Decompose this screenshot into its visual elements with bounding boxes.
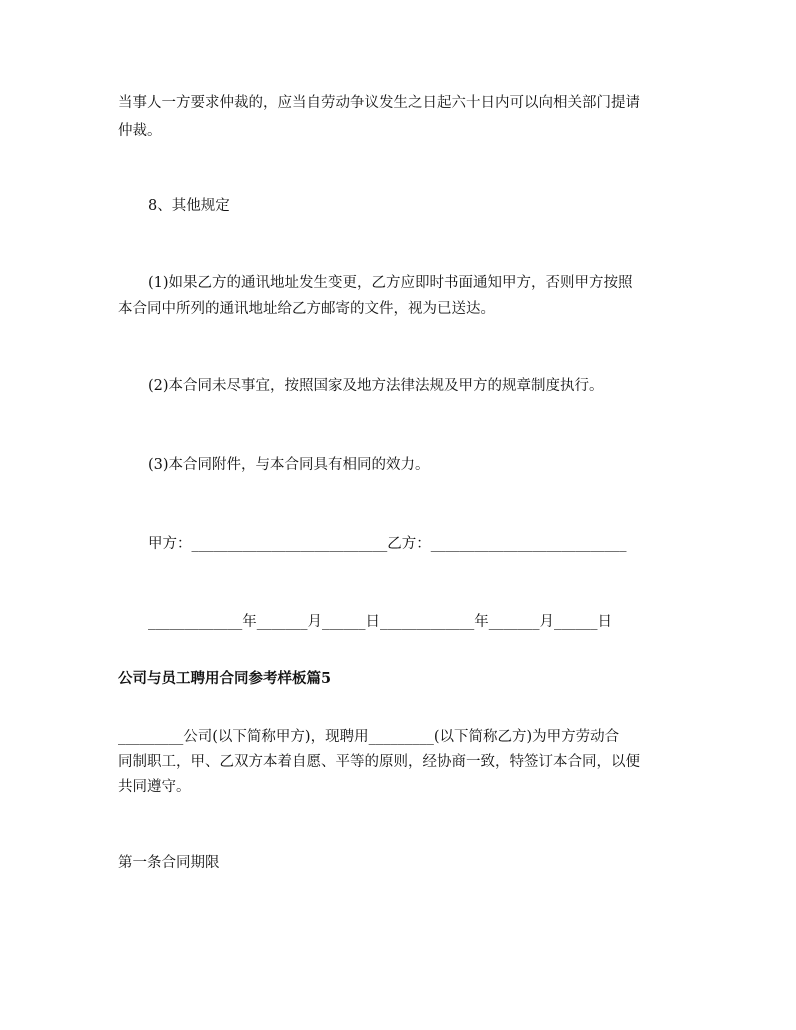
item-3-text: (3)本合同附件，与本合同具有相同的效力。 (148, 457, 430, 473)
clause-1-title: 第一条合同期限 (118, 855, 220, 871)
arbitration-text-line-2: 仲裁。 (118, 123, 162, 139)
intro-line-2: 同制职工，甲、乙双方本着自愿、平等的原则，经协商一致，特签订本合同，以便 (118, 754, 640, 770)
arbitration-text-line-1: 当事人一方要求仲裁的，应当自劳动争议发生之日起六十日内可以向相关部门提请 (118, 95, 640, 111)
section-8-title: 8、其他规定 (148, 198, 230, 214)
date-line: _____________年_______月______日_____________年_______月______日 (148, 614, 612, 630)
signature-line: 甲方：___________________________乙方：___________________________ (148, 536, 627, 552)
item-2-text: (2)本合同未尽事宜，按照国家及地方法律法规及甲方的规章制度执行。 (148, 378, 604, 394)
article-5-title: 公司与员工聘用合同参考样板篇5 (118, 670, 332, 687)
intro-line-1: _________公司(以下简称甲方)，现聘用_________(以下简称乙方)为甲方劳动合 (118, 729, 620, 745)
item-1-line-1: (1)如果乙方的通讯地址发生变更，乙方应即时书面通知甲方，否则甲方按照 (148, 275, 633, 291)
intro-line-3: 共同遵守。 (118, 779, 191, 795)
item-1-line-2: 本合同中所列的通讯地址给乙方邮寄的文件，视为已送达。 (118, 301, 495, 317)
